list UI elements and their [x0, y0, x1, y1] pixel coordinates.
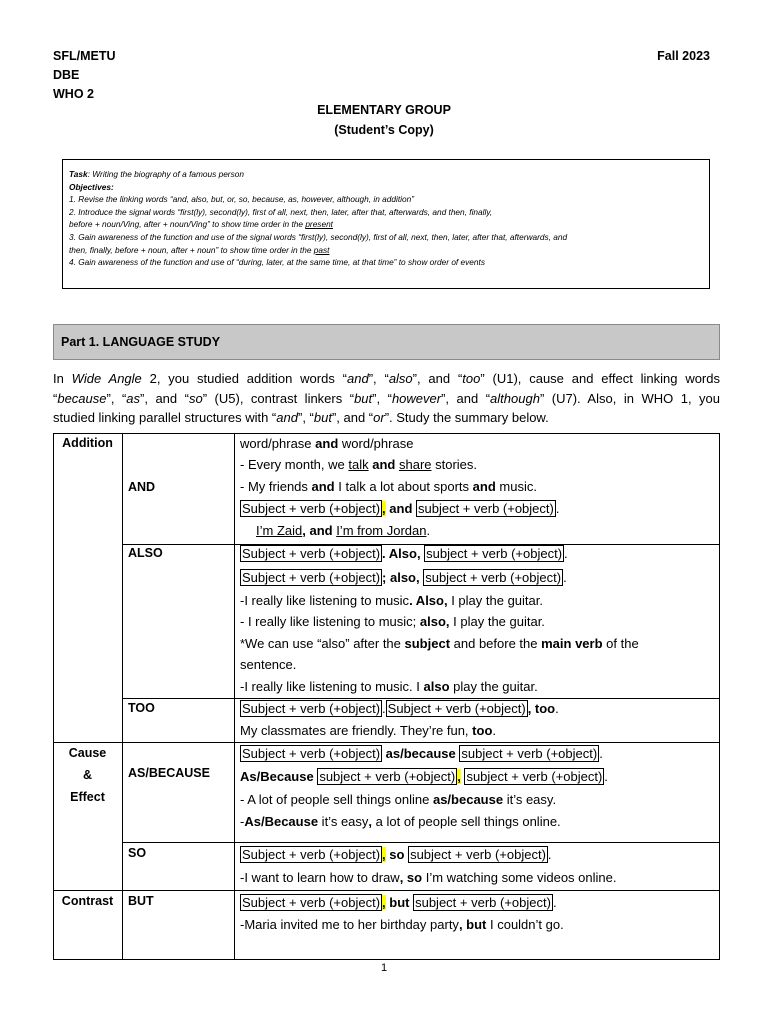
table-col-divider-2 — [234, 433, 235, 960]
objective-3a: 3. Gain awareness of the function and use of the signal words “first(ly), second(ly), first of all, next, then, later, after that, afterwards, and — [69, 231, 568, 242]
table-col-divider-1 — [122, 433, 123, 960]
part1-heading: Part 1. LANGUAGE STUDY — [53, 324, 720, 360]
and-example-2: - My friends and I talk a lot about sports and music. — [240, 479, 537, 494]
so-rule: Subject + verb (+object) , so subject + verb (+object) . — [242, 847, 552, 862]
objective-2b: before + noun/Ving, after + noun/Ving” to show time order in the present — [69, 219, 333, 230]
as-because-rule-1: Subject + verb (+object) as/because subject + verb (+object) . — [242, 746, 603, 761]
table-border-bottom — [53, 959, 720, 960]
too-example: My classmates are friendly. They’re fun, too. — [240, 723, 497, 738]
document-title: ELEMENTARY GROUP — [317, 103, 451, 117]
objective-3b: then, finally, before + noun, after + noun” to show time order in the past — [69, 244, 330, 255]
objective-1: 1. Revise the linking words “and, also, but, or, so, because, as, however, although, in addition” — [69, 194, 414, 205]
header-term: Fall 2023 — [657, 49, 710, 63]
keyword-too: TOO — [128, 701, 155, 715]
so-example: -I want to learn how to draw, so I’m watching some videos online. — [240, 870, 617, 885]
category-cause-2: & — [82, 768, 93, 782]
table-border-right — [719, 433, 720, 960]
too-rule: Subject + verb (+object) . Subject + verb (+object) , too. — [242, 701, 559, 716]
keyword-also: ALSO — [128, 546, 163, 560]
task-box — [62, 159, 710, 289]
objectives-label: Objectives: — [69, 181, 114, 192]
also-example-3: -I really like listening to music. I also play the guitar. — [240, 679, 538, 694]
keyword-but: BUT — [128, 894, 154, 908]
task-text: : Writing the biography of a famous person — [87, 169, 244, 179]
intro-line-1: In Wide Angle 2, you studied addition words “and”, “also”, and “too” (U1), cause and effect linking words — [53, 371, 720, 386]
also-example-2: - I really like listening to music; also, I play the guitar. — [240, 614, 545, 629]
document-subtitle: (Student’s Copy) — [334, 123, 434, 137]
but-rule: Subject + verb (+object) , but subject + verb (+object) . — [242, 895, 557, 910]
also-rule-2: Subject + verb (+object) ; also, subject + verb (+object) . — [242, 570, 567, 585]
header-left — [53, 47, 116, 104]
also-note-cont: sentence. — [240, 657, 297, 672]
category-cause-1: Cause — [68, 746, 107, 760]
category-cause-3: Effect — [70, 790, 105, 804]
task-label: Task — [69, 169, 88, 179]
summary-table — [53, 433, 720, 960]
header-line-1: SFL/METU — [53, 49, 116, 63]
but-example: -Maria invited me to her birthday party, but I couldn’t go. — [240, 917, 564, 932]
table-border-left — [53, 433, 54, 960]
and-example-3: I’m Zaid, and I’m from Jordan. — [256, 523, 431, 538]
keyword-as-because: AS/BECAUSE — [128, 766, 210, 780]
also-rule-1: Subject + verb (+object) . Also, subject + verb (+object) . — [242, 546, 568, 561]
keyword-and: AND — [128, 480, 156, 494]
keyword-so: SO — [128, 846, 147, 860]
page-number: 1 — [380, 962, 388, 974]
as-because-example-1: - A lot of people sell things online as/because it’s easy. — [240, 792, 557, 807]
task-line — [69, 168, 703, 181]
intro-line-2: “because”, “as”, and “so” (U5), contrast linkers “but”, “however”, and “although” (U7). Also, in WHO 1, you — [53, 390, 721, 406]
as-because-rule-2: As/Because subject + verb (+object) , subject + verb (+object) . — [240, 769, 608, 784]
intro-line-3: studied linking parallel structures with “and”, “but”, and “or”. Study the summary below. — [53, 410, 549, 425]
row-divider-so — [122, 842, 720, 843]
category-contrast: Contrast — [61, 894, 114, 908]
as-because-example-2: -As/Because it’s easy, a lot of people sell things online. — [240, 814, 561, 829]
objective-4: 4. Gain awareness of the function and use of “during, later, at the same time, at that time” to show order of events — [69, 257, 485, 268]
objective-2a: 2. Introduce the signal words “first(ly), second(ly), first of all, next, then, later, after that, afterwards, and then, finally, — [69, 206, 493, 217]
also-note: *We can use “also” after the subject and before the main verb of the — [240, 636, 639, 651]
header-line-3: WHO 2 — [53, 87, 94, 101]
intro-paragraph — [53, 369, 720, 428]
header-line-2: DBE — [53, 68, 80, 82]
also-example-1: -I really like listening to music. Also, I play the guitar. — [240, 593, 543, 608]
category-addition: Addition — [62, 436, 113, 450]
and-rule-phrase: word/phrase and word/phrase — [240, 436, 414, 451]
and-rule-clauses: Subject + verb (+object) , and subject + verb (+object) . — [242, 501, 560, 516]
and-example-1: - Every month, we talk and share stories. — [240, 457, 478, 472]
